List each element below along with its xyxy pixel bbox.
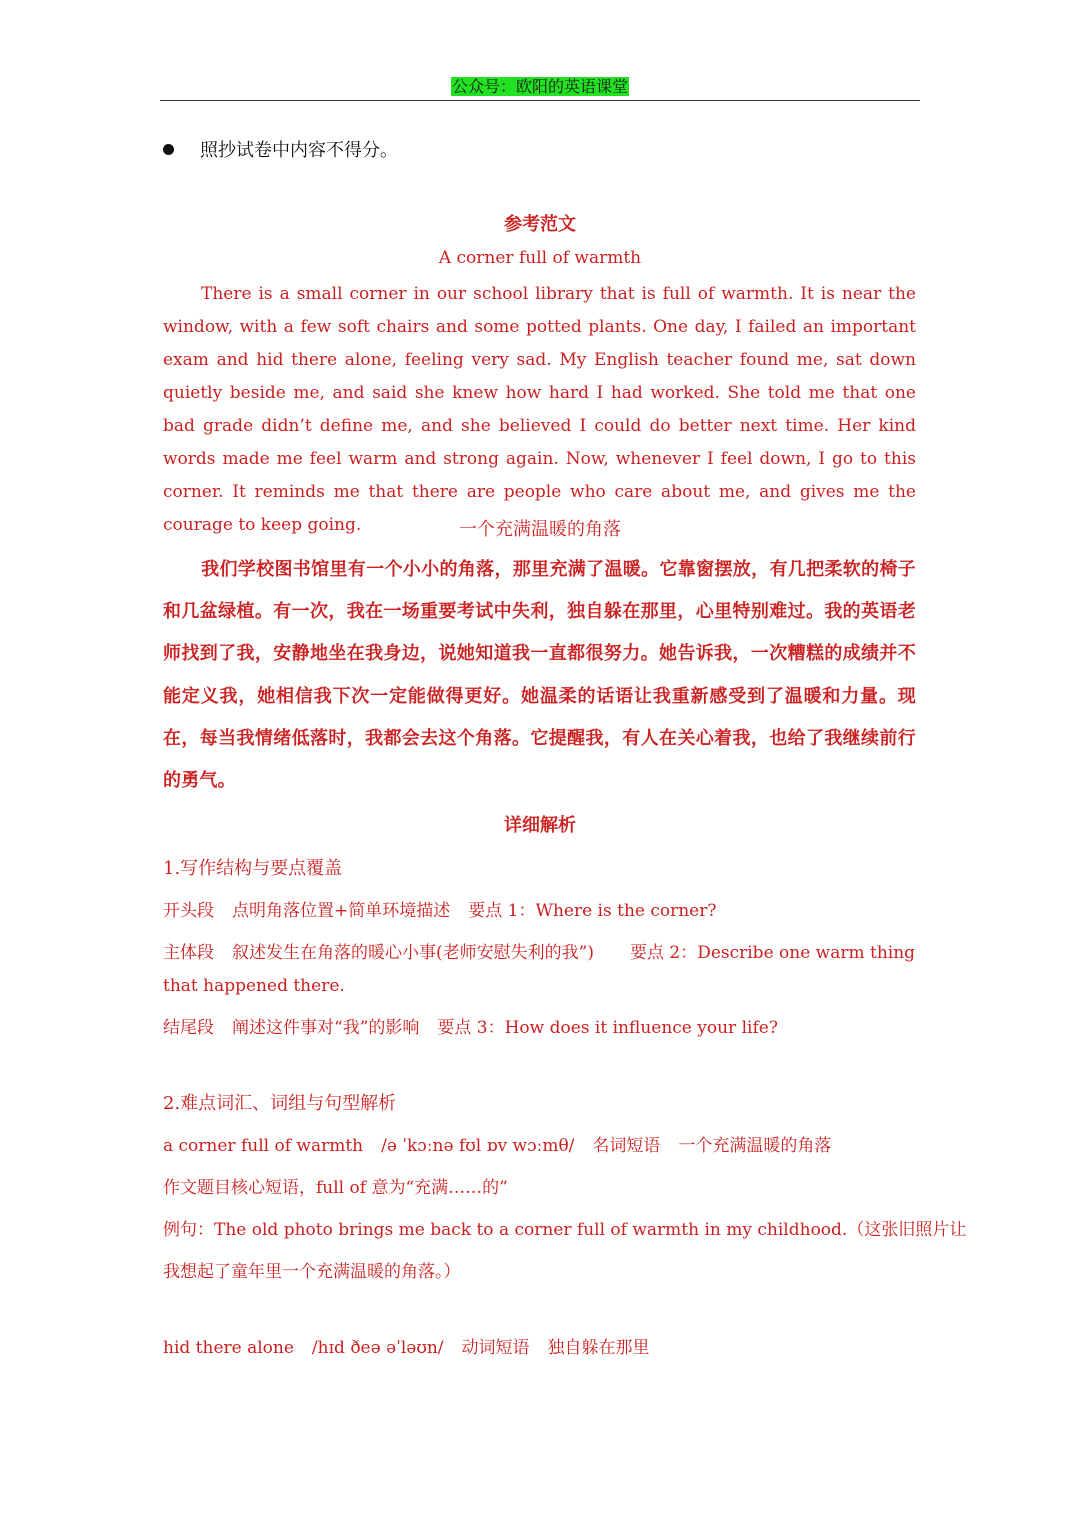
sample-title-en: A corner full of warmth (438, 248, 642, 268)
structure-point: 要点 1：Where is the corner? (468, 901, 717, 921)
vocab-type: 动词短语 (461, 1338, 530, 1358)
sample-heading: 参考范文 (504, 214, 576, 235)
sample-body-cn-text: 我们学校图书馆里有一个小小的角落，那里充满了温暖。它靠窗摆放，有几把柔软的椅子和几盆绿植。有一次，我在一场重要考试中失利，独自躲在那里，心里特别难过。我的英语老师找到了我，安静地坐在我身边，说她知道我一直都很努力。她告诉我，一次糟糕的成绩并不能定义我，她相信我下次一定能做得更好。她温柔的话语让我重新感受到了温暖和力量。现在，每当我情绪低落时，我都会去这个角落。它提醒我，有人在关心着我，也给了我继续前行的勇气。 (163, 559, 916, 792)
vocab-type: 名词短语 (592, 1136, 661, 1156)
structure-part: 开头段 (163, 901, 214, 921)
analysis-heading: 详细解析 (504, 815, 576, 836)
structure-desc: 点明角落位置+简单环境描述 (232, 901, 451, 921)
sample-title-cn: 一个充满温暖的角落 (459, 519, 621, 540)
vocab-phonetic: /ə ˈkɔːnə fʊl ɒv wɔːmθ/ (381, 1136, 575, 1156)
sample-body-cn (163, 549, 916, 802)
structure-row-2 (163, 938, 915, 963)
bullet-icon (163, 144, 174, 155)
header-text: 公众号：欧阳的英语课堂 (451, 77, 628, 96)
vocab-note: 作文题目核心短语，full of 意为“充满……的” (163, 1178, 508, 1198)
vocab-meaning: 一个充满温暖的角落 (678, 1136, 832, 1156)
vocab-phrase: a corner full of warmth (163, 1136, 364, 1156)
page-header (160, 76, 920, 101)
structure-desc: 阐述这件事对“我”的影响 (232, 1018, 420, 1038)
vocab-item-1 (163, 1131, 831, 1156)
structure-row-1 (163, 896, 717, 921)
vocab-meaning: 独自躲在那里 (547, 1338, 650, 1358)
structure-row-2-cont: that happened there. (163, 976, 345, 996)
structure-part: 主体段 (163, 943, 214, 963)
vocab-item-2 (163, 1333, 650, 1358)
vocab-example-line2: 我想起了童年里一个充满温暖的角落。） (163, 1262, 461, 1282)
structure-point: 要点 3：How does it influence your life? (437, 1018, 778, 1038)
sample-body-en (163, 278, 916, 542)
structure-point: 要点 2：Describe one warm thing (629, 943, 916, 963)
structure-row-3 (163, 1013, 778, 1038)
structure-desc: 叙述发生在角落的暖心小事(老师安慰失利的我”) (232, 943, 594, 963)
sample-body-en-text: There is a small corner in our school library that is full of warmth. It is near the window, with a few soft chairs and some potted plants. One day, I failed an important exam and hid there alone, feeling very sad. My English teacher found me, sat down quietly beside me, and said she knew how hard I had worked. She told me that one bad grade didn’t define me, and she believed I could do better next time. Her kind words made me feel warm and strong again. Now, whenever I feel down, I go to this corner. It reminds me that there are people who care about me, and gives me the courage to keep going. (163, 284, 916, 535)
note-text: 照抄试卷中内容不得分。 (200, 140, 398, 161)
vocab-phonetic: /hɪd ðeə əˈləʊn/ (311, 1338, 444, 1358)
vocab-phrase: hid there alone (163, 1338, 294, 1358)
note-line (163, 136, 398, 162)
section1-title: 1.写作结构与要点覆盖 (163, 858, 343, 879)
vocab-example-line1: 例句：The old photo brings me back to a corner full of warmth in my childhood.（这张旧照片让 (163, 1220, 967, 1240)
structure-part: 结尾段 (163, 1018, 214, 1038)
section2-title: 2.难点词汇、词组与句型解析 (163, 1093, 397, 1114)
